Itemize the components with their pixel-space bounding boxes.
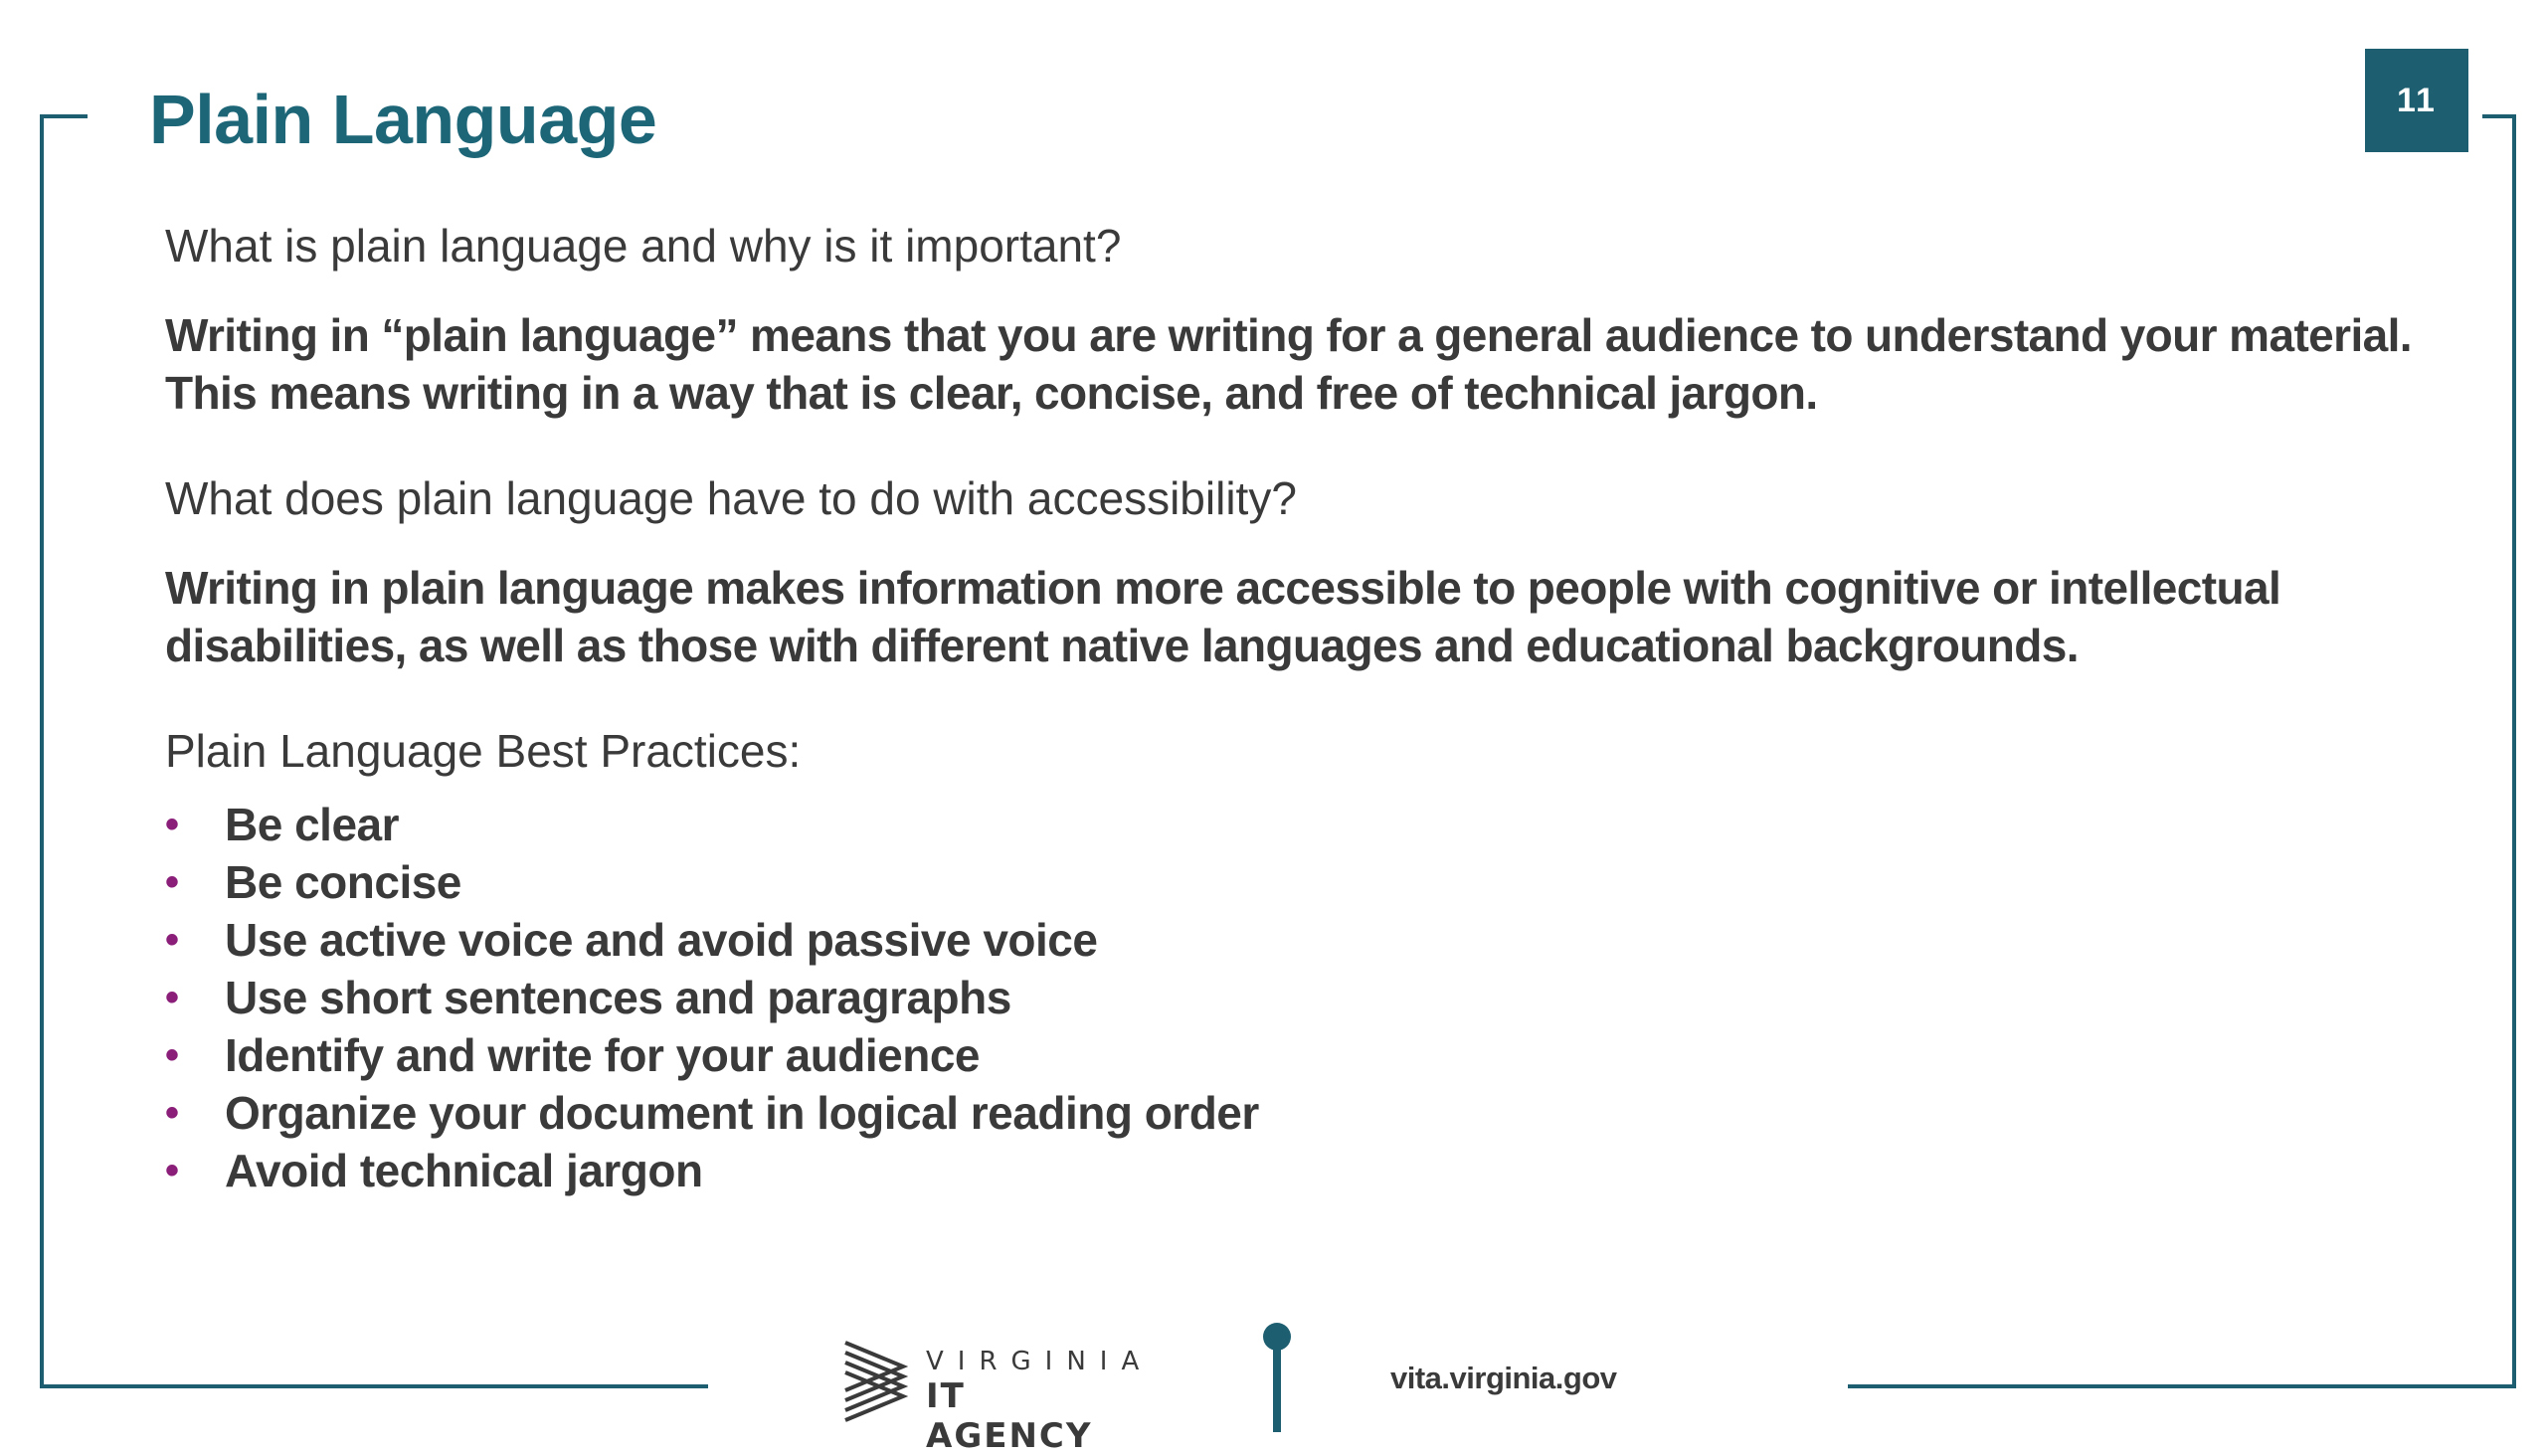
list-item-text: Avoid technical jargon (225, 1145, 703, 1196)
answer-what-is-plain-language: Writing in “plain language” means that you are writing for a general audience to understand your material. This means writing in a way that is clear, concise, and free of technical jargon. (165, 309, 2412, 419)
bullet-icon: • (165, 860, 179, 904)
bullet-icon: • (165, 976, 179, 1019)
list-item-text: Be clear (225, 799, 400, 850)
list-item (165, 969, 1259, 1026)
list-item-text: Use active voice and avoid passive voice (225, 914, 1098, 966)
logo-text-bottom: IT AGENCY (926, 1376, 1093, 1456)
list-item-text: Identify and write for your audience (225, 1029, 981, 1081)
bullet-icon: • (165, 1149, 179, 1192)
frame-bottom-left-border (40, 1384, 708, 1388)
pin-stem (1273, 1345, 1281, 1432)
question-accessibility: What does plain language have to do with accessibility? (165, 472, 1297, 524)
bullet-icon: • (165, 1091, 179, 1135)
bullet-icon: • (165, 1033, 179, 1077)
frame-bottom-right-border (1848, 1384, 2516, 1388)
slide-title: Plain Language (149, 81, 657, 158)
list-item-text: Organize your document in logical reading order (225, 1087, 1259, 1139)
frame-left-top-tick (40, 114, 88, 118)
list-item (165, 1026, 1259, 1084)
list-item (165, 796, 1259, 853)
question-what-is-plain-language: What is plain language and why is it important? (165, 220, 1122, 272)
page-number-badge (2365, 49, 2468, 152)
website-link[interactable]: vita.virginia.gov (1390, 1361, 1617, 1395)
list-item (165, 911, 1259, 969)
best-practices-heading: Plain Language Best Practices: (165, 725, 802, 777)
answer-accessibility: Writing in plain language makes information more accessible to people with cognitive or intellectual disabilities, as well as those with different native languages and educational backgrounds. (165, 562, 2281, 671)
bullet-icon: • (165, 918, 179, 962)
virginia-it-agency-logo (841, 1333, 1154, 1456)
page-number: 11 (2397, 81, 2437, 119)
best-practices-list (165, 796, 1259, 1199)
chevron-stripes-icon (841, 1339, 911, 1422)
list-item (165, 1142, 1259, 1199)
list-item (165, 1084, 1259, 1142)
frame-right-top-tick (2482, 114, 2516, 118)
frame-right-border (2512, 114, 2516, 1388)
frame-left-border (40, 114, 44, 1388)
logo-text-top: VIRGINIA (926, 1347, 1154, 1376)
list-item-text: Use short sentences and paragraphs (225, 972, 1011, 1023)
list-item-text: Be concise (225, 856, 461, 908)
list-item (165, 853, 1259, 911)
bullet-icon: • (165, 803, 179, 846)
